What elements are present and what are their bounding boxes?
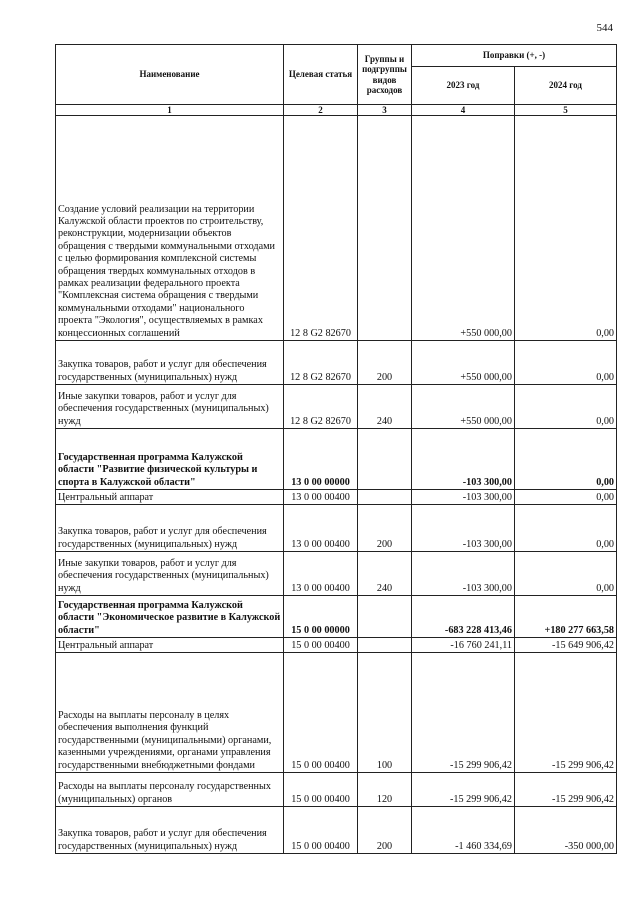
row-expense-group [358, 490, 412, 505]
row-amount-2024: 0,00 [515, 552, 617, 596]
row-name: Расходы на выплаты персоналу государственных (муниципальных) органов [56, 773, 284, 807]
row-amount-2024: 0,00 [515, 116, 617, 341]
row-expense-group [358, 429, 412, 490]
budget-amendments-table [55, 44, 617, 854]
row-amount-2024: 0,00 [515, 385, 617, 429]
table-row [56, 385, 617, 429]
row-expense-group: 200 [358, 505, 412, 552]
row-target-article: 13 0 00 00400 [284, 505, 358, 552]
table-row [56, 429, 617, 490]
row-amount-2023: -103 300,00 [412, 505, 515, 552]
row-expense-group: 100 [358, 653, 412, 773]
column-number: 1 [56, 105, 284, 116]
table-row [56, 807, 617, 854]
row-amount-2024: 0,00 [515, 341, 617, 385]
row-name: Государственная программа Калужской области "Развитие физической культуры и спорта в Калужской области" [56, 429, 284, 490]
header-amendments: Поправки (+, -) [412, 45, 617, 67]
row-target-article: 15 0 00 00400 [284, 807, 358, 854]
table-row [56, 596, 617, 638]
row-name: Иные закупки товаров, работ и услуг для обеспечения государственных (муниципальных) нужд [56, 385, 284, 429]
table-row [56, 773, 617, 807]
row-amount-2024: 0,00 [515, 429, 617, 490]
column-number: 2 [284, 105, 358, 116]
table-row [56, 490, 617, 505]
header-target-article: Целевая статья [284, 45, 358, 105]
row-name: Государственная программа Калужской области "Экономическое развитие в Калужской области" [56, 596, 284, 638]
header-name: Наименование [56, 45, 284, 105]
row-target-article: 13 0 00 00400 [284, 490, 358, 505]
table-row [56, 341, 617, 385]
table-row [56, 552, 617, 596]
header-year-2023: 2023 год [412, 67, 515, 105]
column-number: 4 [412, 105, 515, 116]
row-expense-group: 200 [358, 341, 412, 385]
column-number: 5 [515, 105, 617, 116]
row-name: Иные закупки товаров, работ и услуг для обеспечения государственных (муниципальных) нужд [56, 552, 284, 596]
table-row [56, 653, 617, 773]
header-expense-groups: Группы и подгруппы видов расходов [358, 45, 412, 105]
row-amount-2024: +180 277 663,58 [515, 596, 617, 638]
row-amount-2024: -15 299 906,42 [515, 773, 617, 807]
row-amount-2023: -103 300,00 [412, 490, 515, 505]
row-amount-2023: -1 460 334,69 [412, 807, 515, 854]
row-name: Центральный аппарат [56, 638, 284, 653]
row-name: Закупка товаров, работ и услуг для обеспечения государственных (муниципальных) нужд [56, 341, 284, 385]
row-target-article: 15 0 00 00000 [284, 596, 358, 638]
row-amount-2023: -16 760 241,11 [412, 638, 515, 653]
row-target-article: 15 0 00 00400 [284, 653, 358, 773]
table-row [56, 505, 617, 552]
row-amount-2023: -103 300,00 [412, 552, 515, 596]
row-expense-group: 240 [358, 552, 412, 596]
row-amount-2023: -15 299 906,42 [412, 653, 515, 773]
row-amount-2024: 0,00 [515, 490, 617, 505]
row-target-article: 15 0 00 00400 [284, 773, 358, 807]
row-amount-2024: 0,00 [515, 505, 617, 552]
row-name: Закупка товаров, работ и услуг для обеспечения государственных (муниципальных) нужд [56, 505, 284, 552]
page-number: 544 [596, 22, 613, 34]
row-amount-2023: +550 000,00 [412, 385, 515, 429]
row-amount-2023: -15 299 906,42 [412, 773, 515, 807]
row-amount-2023: -103 300,00 [412, 429, 515, 490]
row-target-article: 12 8 G2 82670 [284, 385, 358, 429]
row-target-article: 12 8 G2 82670 [284, 116, 358, 341]
row-expense-group: 240 [358, 385, 412, 429]
row-target-article: 13 0 00 00400 [284, 552, 358, 596]
row-expense-group: 120 [358, 773, 412, 807]
row-target-article: 12 8 G2 82670 [284, 341, 358, 385]
column-number: 3 [358, 105, 412, 116]
row-expense-group: 200 [358, 807, 412, 854]
row-expense-group [358, 596, 412, 638]
row-target-article: 15 0 00 00400 [284, 638, 358, 653]
row-name: Закупка товаров, работ и услуг для обеспечения государственных (муниципальных) нужд [56, 807, 284, 854]
row-amount-2024: -15 649 906,42 [515, 638, 617, 653]
row-amount-2023: +550 000,00 [412, 116, 515, 341]
row-name: Центральный аппарат [56, 490, 284, 505]
header-year-2024: 2024 год [515, 67, 617, 105]
table-row [56, 638, 617, 653]
row-expense-group [358, 116, 412, 341]
row-target-article: 13 0 00 00000 [284, 429, 358, 490]
table-row [56, 116, 617, 341]
row-amount-2024: -15 299 906,42 [515, 653, 617, 773]
row-expense-group [358, 638, 412, 653]
row-amount-2023: -683 228 413,46 [412, 596, 515, 638]
row-amount-2024: -350 000,00 [515, 807, 617, 854]
row-name: Создание условий реализации на территории Калужской области проектов по строительству, реконструкции, модернизации объектов обращения с твердыми коммунальными отходами с целью формирования комплексной системы обращения твердых коммунальных отходов в рамках реализации федерального проекта "Комплексная система обращения с твердыми коммунальными отходами" национального проекта "Экология", осуществляемых в рамках концессионных соглашений [56, 116, 284, 341]
row-name: Расходы на выплаты персоналу в целях обеспечения выполнения функций государственными (муниципальными) органами, казенными учреждениями, органами управления государственными внебюджетными фондами [56, 653, 284, 773]
row-amount-2023: +550 000,00 [412, 341, 515, 385]
